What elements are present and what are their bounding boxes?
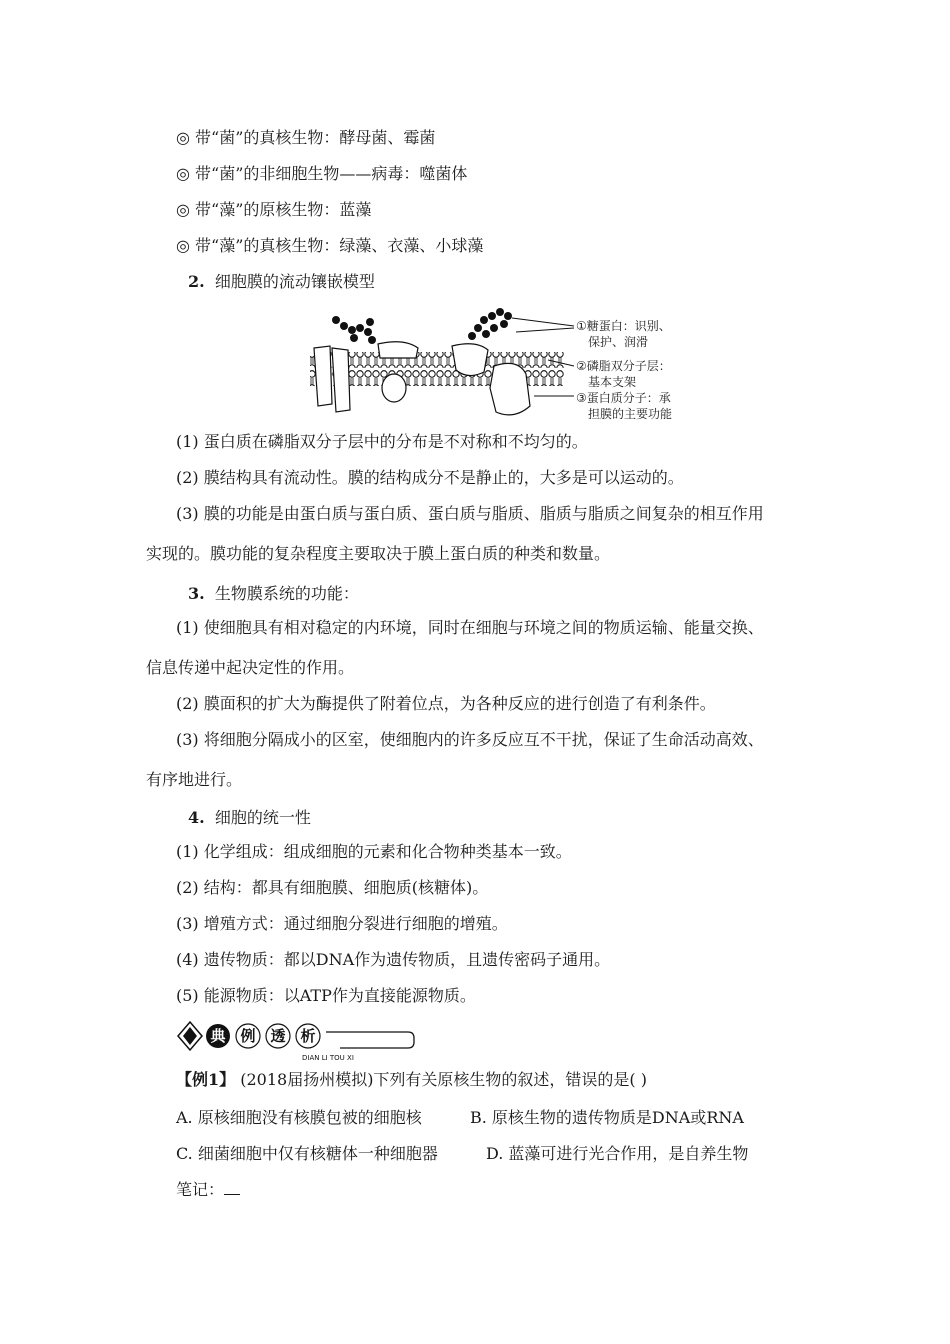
label-phospholipid-cont: 基本支架 <box>588 375 637 389</box>
option-a: A. 原核细胞没有核膜包被的细胞核 <box>176 1108 422 1127</box>
bullet-line: ◎ 带“菌”的非细胞生物——病毒：噬菌体 <box>176 164 468 183</box>
bullet-line: ◎ 带“藻”的原核生物：蓝藻 <box>176 200 372 219</box>
paragraph-line: (3) 膜的功能是由蛋白质与蛋白质、蛋白质与脂质、脂质与脂质之间复杂的相互作用 <box>176 504 764 523</box>
glycoprotein-chains <box>332 308 512 344</box>
paragraph-line: (1) 化学组成：组成细胞的元素和化合物种类基本一致。 <box>176 842 572 861</box>
section-heading <box>188 584 359 604</box>
paragraph-line: 信息传递中起决定性的作用。 <box>146 658 355 677</box>
section-title: 生物膜系统的功能： <box>214 584 359 603</box>
membrane-diagram-svg <box>308 308 700 424</box>
bullet-line: ◎ 带“菌”的真核生物：酵母菌、霉菌 <box>176 128 436 147</box>
banner-char: 例 <box>240 1027 256 1045</box>
paragraph-line: 实现的。膜功能的复杂程度主要取决于膜上蛋白质的种类和数量。 <box>146 544 611 563</box>
label-protein-cont: 担膜的主要功能 <box>588 407 673 421</box>
label-glycoprotein-cont: 保护、润滑 <box>588 335 649 349</box>
example-banner <box>176 1018 436 1064</box>
transmembrane-protein <box>314 346 332 406</box>
banner-char: 析 <box>300 1027 316 1045</box>
option-c: C. 细菌细胞中仅有核糖体一种细胞器 <box>176 1144 438 1163</box>
label-glycoprotein: ①糖蛋白：识别、 <box>576 319 671 333</box>
banner-pinyin: DIAN LI TOU XI <box>302 1054 354 1062</box>
notes-line <box>176 1180 240 1200</box>
paragraph-line: (2) 结构：都具有细胞膜、细胞质(核糖体)。 <box>176 878 489 897</box>
example-banner-svg <box>176 1018 436 1064</box>
embedded-protein <box>382 374 406 402</box>
example-question <box>176 1070 647 1090</box>
banner-char: 透 <box>270 1027 286 1045</box>
bullet-line: ◎ 带“藻”的真核生物：绿藻、衣藻、小球藻 <box>176 236 484 255</box>
section-number: 4. <box>188 808 205 827</box>
transmembrane-protein <box>332 348 350 412</box>
membrane-diagram <box>308 308 700 424</box>
section-heading <box>188 272 375 292</box>
label-phospholipid: ②磷脂双分子层： <box>576 359 671 373</box>
paragraph-line: (3) 增殖方式：通过细胞分裂进行细胞的增殖。 <box>176 914 508 933</box>
option-b: B. 原核生物的遗传物质是DNA或RNA <box>470 1108 744 1127</box>
paragraph-line: (1) 蛋白质在磷脂双分子层中的分布是不对称和不均匀的。 <box>176 432 588 451</box>
option-d: D. 蓝藻可进行光合作用，是自养生物 <box>486 1144 749 1163</box>
peripheral-protein <box>378 342 418 358</box>
notes-blank[interactable] <box>224 1180 240 1195</box>
transmembrane-protein <box>490 363 530 415</box>
example-stem: (2018届扬州模拟)下列有关原核生物的叙述，错误的是( ) <box>235 1070 648 1089</box>
banner-bracket <box>326 1032 414 1048</box>
example-tag: 【例1】 <box>176 1070 236 1089</box>
notes-label: 笔记： <box>176 1180 225 1199</box>
section-number: 2. <box>188 272 205 291</box>
paragraph-line: (2) 膜结构具有流动性。膜的结构成分不是静止的，大多是可以运动的。 <box>176 468 684 487</box>
section-heading <box>188 808 311 828</box>
section-title: 细胞的统一性 <box>214 808 311 827</box>
paragraph-line: (1) 使细胞具有相对稳定的内环境，同时在细胞与环境之间的物质运输、能量交换、 <box>176 618 764 637</box>
paragraph-line: (5) 能源物质：以ATP作为直接能源物质。 <box>176 986 476 1005</box>
section-title: 细胞膜的流动镶嵌模型 <box>214 272 375 291</box>
embedded-protein <box>452 344 488 376</box>
banner-char: 典 <box>210 1027 226 1045</box>
paragraph-line: 有序地进行。 <box>146 770 243 789</box>
paragraph-line: (4) 遗传物质：都以DNA作为遗传物质，且遗传密码子通用。 <box>176 950 611 969</box>
section-number: 3. <box>188 584 205 603</box>
label-protein: ③蛋白质分子：承 <box>576 391 671 405</box>
paragraph-line: (2) 膜面积的扩大为酶提供了附着位点，为各种反应的进行创造了有利条件。 <box>176 694 716 713</box>
paragraph-line: (3) 将细胞分隔成小的区室，使细胞内的许多反应互不干扰，保证了生命活动高效、 <box>176 730 764 749</box>
